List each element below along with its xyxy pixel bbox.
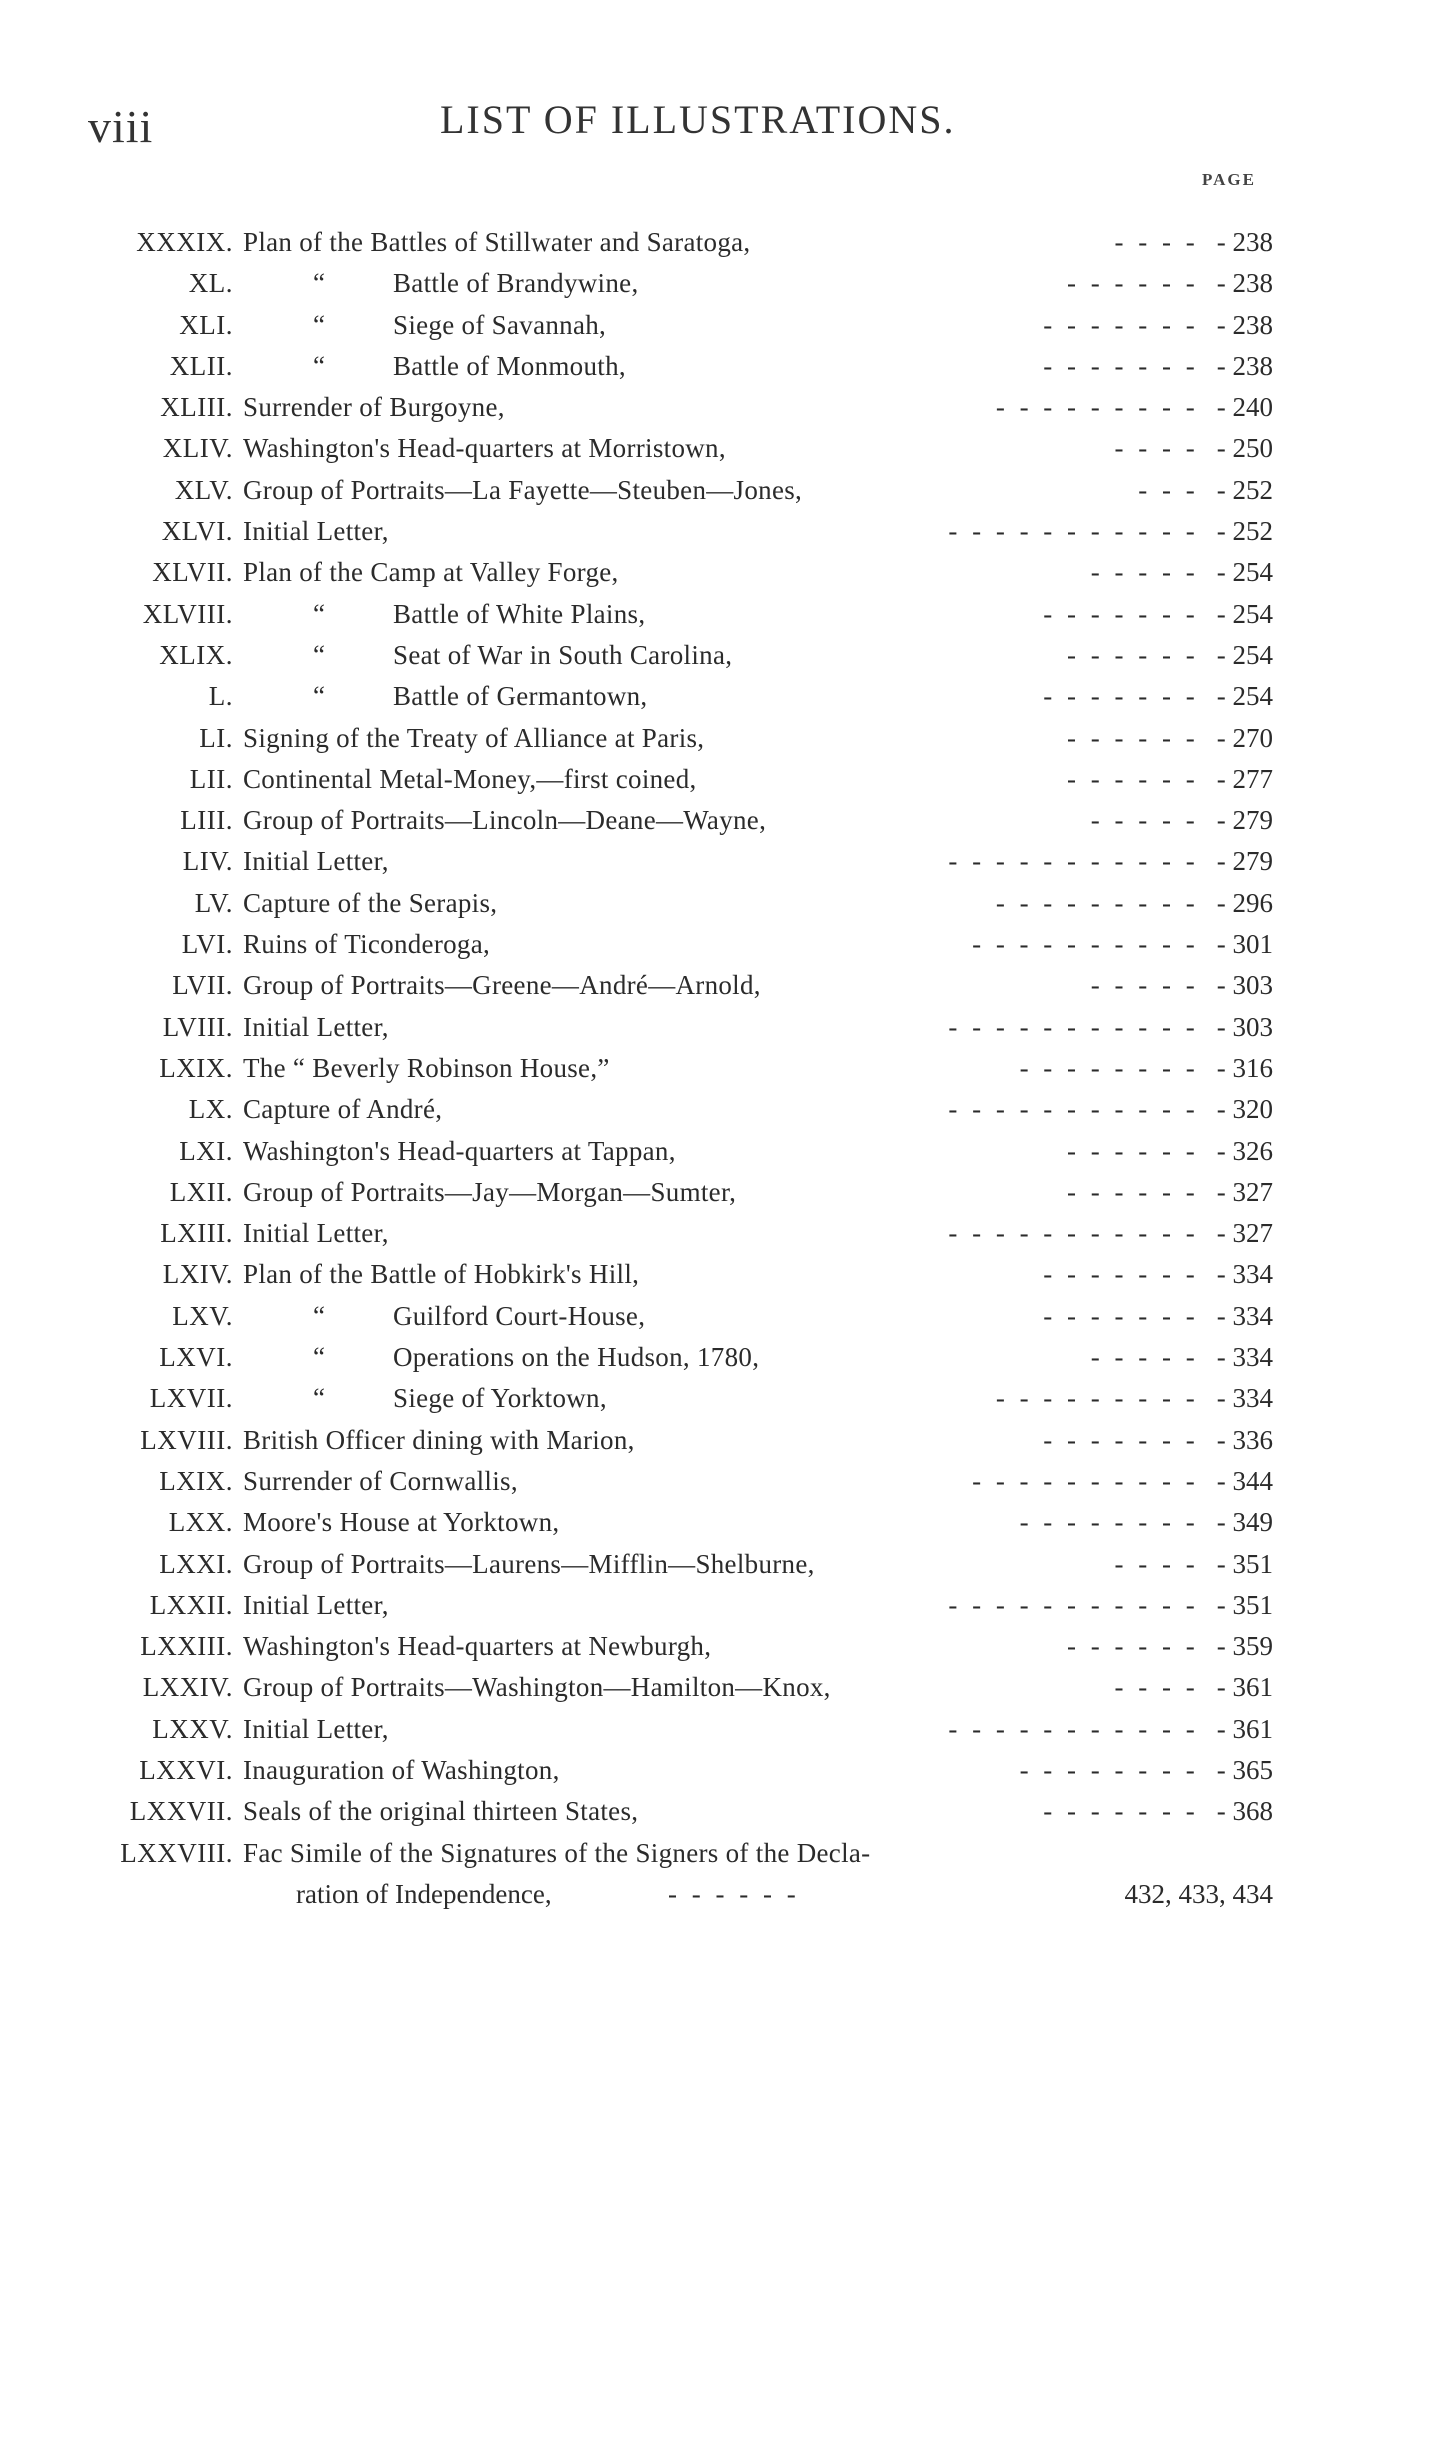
page-ref: - 279 (1216, 805, 1273, 836)
list-item (0, 1750, 1433, 1791)
entry-title: Surrender of Cornwallis, (243, 1465, 518, 1496)
entry-title: Ruins of Ticonderoga, (243, 929, 491, 960)
dot-leader: - - - - - - (1067, 1176, 1199, 1207)
dot-leader: - - - - - - (668, 1878, 800, 1909)
entry-title: Initial Letter, (243, 1589, 389, 1620)
dot-leader: - - - - - - (1067, 639, 1199, 670)
entry-title: Initial Letter, (243, 516, 389, 547)
dot-leader: - - - - - - - (1043, 1259, 1199, 1290)
list-item (0, 428, 1433, 469)
list-item (0, 1254, 1433, 1295)
page-ref: - 361 (1216, 1713, 1273, 1744)
list-item (0, 511, 1433, 552)
entry-title: Surrender of Burgoyne, (243, 392, 505, 423)
dot-leader: - - - - - - (1067, 763, 1199, 794)
entry-title: Fac Simile of the Signatures of the Signers of the Decla- (243, 1837, 871, 1868)
entry-title: Capture of André, (243, 1094, 443, 1125)
dot-leader: - - - - - (1090, 1342, 1199, 1373)
page-ref: - 279 (1216, 846, 1273, 877)
page-ref: - 344 (1216, 1465, 1273, 1496)
list-item (0, 387, 1433, 428)
entry-number: LXIX. (159, 1465, 233, 1496)
entry-title-continuation: ration of Independence, (296, 1878, 552, 1909)
page-ref: - 365 (1216, 1754, 1273, 1785)
dot-leader: - - - (1138, 474, 1199, 505)
dot-leader: - - - - - - - - - - - (948, 1094, 1199, 1125)
page-ref: - 240 (1216, 392, 1273, 423)
entry-title: Plan of the Battles of Stillwater and Saratoga, (243, 227, 751, 257)
list-item (0, 800, 1433, 841)
list-item (0, 222, 1433, 263)
entry-title (313, 263, 639, 304)
page-ref: - 238 (1216, 309, 1273, 340)
page-ref: - 238 (1216, 268, 1273, 299)
entry-title: Initial Letter, (243, 846, 389, 877)
illustration-list (0, 222, 1433, 1915)
ditto-mark: “ (313, 309, 326, 340)
list-item (0, 883, 1433, 924)
list-item (0, 1048, 1433, 1089)
list-item (0, 1667, 1433, 1708)
entry-title: Washington's Head-quarters at Newburgh, (243, 1631, 712, 1662)
ditto-mark: “ (313, 350, 326, 381)
entry-title-text: Battle of Brandywine, (393, 268, 639, 299)
page-ref: - 334 (1216, 1300, 1273, 1331)
list-item (0, 1296, 1433, 1337)
dot-leader: - - - - - - - - - (995, 887, 1199, 918)
entry-title: Inauguration of Washington, (243, 1754, 560, 1785)
entry-title: Washington's Head-quarters at Morristown, (243, 433, 726, 464)
list-item (0, 1833, 1433, 1874)
page-ref: - 277 (1216, 763, 1273, 794)
entry-title: Plan of the Battle of Hobkirk's Hill, (243, 1259, 640, 1290)
entry-title (313, 676, 648, 717)
entry-title: Moore's House at Yorktown, (243, 1507, 560, 1538)
list-item (0, 305, 1433, 346)
list-item (0, 1337, 1433, 1378)
page-ref: - 238 (1216, 350, 1273, 381)
entry-title: Initial Letter, (243, 1011, 389, 1042)
dot-leader: - - - - (1114, 433, 1199, 464)
entry-number: XXXIX. (136, 227, 233, 257)
dot-leader: - - - - (1114, 1672, 1199, 1703)
entry-number: LXVIII. (140, 1424, 233, 1455)
dot-leader: - - - - - (1090, 970, 1199, 1001)
entry-title: Continental Metal-Money,—first coined, (243, 763, 697, 794)
entry-number: XLVIII. (142, 598, 233, 629)
entry-number: L. (208, 681, 233, 712)
dot-leader: - - - - - (1090, 805, 1199, 836)
page-ref: - 351 (1216, 1548, 1273, 1579)
list-item (0, 1461, 1433, 1502)
entry-title-text: Battle of Germantown, (393, 681, 648, 712)
page-ref: - 351 (1216, 1589, 1273, 1620)
entry-number: XLIII. (160, 392, 233, 423)
dot-leader: - - - - - - - (1043, 1300, 1199, 1331)
entry-number: LI. (199, 722, 233, 753)
entry-title (313, 1378, 607, 1419)
entry-title: Group of Portraits—Greene—André—Arnold, (243, 970, 761, 1001)
dot-leader: - - - - - - - - - - (972, 1465, 1199, 1496)
page-ref: - 252 (1216, 516, 1273, 547)
page-ref: - 327 (1216, 1176, 1273, 1207)
list-item (0, 1502, 1433, 1543)
dot-leader: - - - - - - - - - - - (948, 1011, 1199, 1042)
page-ref: - 238 (1216, 227, 1273, 257)
list-item (0, 1709, 1433, 1750)
entry-number: LXXII. (149, 1589, 233, 1620)
list-item (0, 263, 1433, 304)
dot-leader: - - - - - (1090, 557, 1199, 588)
page-number: viii (88, 101, 154, 152)
entry-title: Group of Portraits—Washington—Hamilton—Knox, (243, 1672, 831, 1703)
entry-title: Seals of the original thirteen States, (243, 1796, 639, 1827)
entry-number: LXI. (179, 1135, 233, 1166)
dot-leader: - - - - - - - (1043, 598, 1199, 629)
ditto-mark: “ (313, 1383, 326, 1414)
entry-title: Initial Letter, (243, 1218, 389, 1249)
entry-title: Signing of the Treaty of Alliance at Paris, (243, 722, 705, 753)
running-head: LIST OF ILLUSTRATIONS. (440, 97, 956, 142)
dot-leader: - - - - - - - - (1019, 1507, 1199, 1538)
entry-title: Washington's Head-quarters at Tappan, (243, 1135, 676, 1166)
page-ref: - 334 (1216, 1259, 1273, 1290)
list-item (0, 965, 1433, 1006)
page-ref: - 254 (1216, 598, 1273, 629)
entry-number: LXXI. (159, 1548, 233, 1579)
dot-leader: - - - - - - (1067, 268, 1199, 299)
dot-leader: - - - - - - - - (1019, 1754, 1199, 1785)
list-item (0, 594, 1433, 635)
page-ref: - 359 (1216, 1631, 1273, 1662)
ditto-mark: “ (313, 1300, 326, 1331)
dot-leader: - - - - - - - - (1019, 1052, 1199, 1083)
ditto-mark: “ (313, 268, 326, 299)
dot-leader: - - - - - - - (1043, 1796, 1199, 1827)
list-item (0, 759, 1433, 800)
list-item (0, 1131, 1433, 1172)
ditto-mark: “ (313, 1342, 326, 1373)
entry-title: Group of Portraits—Jay—Morgan—Sumter, (243, 1176, 737, 1207)
dot-leader: - - - - - - - - - - (972, 929, 1199, 960)
entry-number: LXVII. (149, 1383, 233, 1414)
entry-title-text: Guilford Court-House, (393, 1300, 646, 1331)
dot-leader: - - - - (1114, 227, 1199, 257)
page-ref: - 254 (1216, 557, 1273, 588)
page-ref: - 349 (1216, 1507, 1273, 1538)
entry-number: XLI. (179, 309, 233, 340)
page-ref: - 296 (1216, 887, 1273, 918)
list-item (0, 552, 1433, 593)
entry-number: LIII. (180, 805, 233, 836)
entry-number: LXXVIII. (120, 1837, 233, 1868)
entry-title-text: Siege of Yorktown, (393, 1383, 607, 1414)
list-item-continuation (0, 1874, 1433, 1915)
entry-number: LXV. (172, 1300, 233, 1331)
entry-number: XLVII. (152, 557, 233, 588)
entry-number: XLIX. (159, 639, 233, 670)
list-item (0, 1089, 1433, 1130)
list-item (0, 1378, 1433, 1419)
list-item (0, 1007, 1433, 1048)
page-ref: - 361 (1216, 1672, 1273, 1703)
entry-number: LVII. (172, 970, 233, 1001)
entry-number: LXXVII. (129, 1796, 233, 1827)
entry-title: Initial Letter, (243, 1713, 389, 1744)
page-ref: - 336 (1216, 1424, 1273, 1455)
entry-number: LXVI. (159, 1342, 233, 1373)
dot-leader: - - - - (1114, 1548, 1199, 1579)
page-ref: - 303 (1216, 1011, 1273, 1042)
dot-leader: - - - - - - - - - (995, 1383, 1199, 1414)
ditto-mark: “ (313, 639, 326, 670)
page-ref: - 327 (1216, 1218, 1273, 1249)
dot-leader: - - - - - - (1067, 722, 1199, 753)
dot-leader: - - - - - - - - - - - (948, 1713, 1199, 1744)
list-item (0, 841, 1433, 882)
page-ref: - 326 (1216, 1135, 1273, 1166)
entry-number: LXX. (168, 1507, 233, 1538)
entry-number: LX. (188, 1094, 233, 1125)
entry-number: LII. (189, 763, 233, 794)
page-ref: - 252 (1216, 474, 1273, 505)
dot-leader: - - - - - - (1067, 1135, 1199, 1166)
dot-leader: - - - - - - - - - - - (948, 1589, 1199, 1620)
page-ref: - 254 (1216, 681, 1273, 712)
dot-leader: - - - - - - - - - (995, 392, 1199, 423)
ditto-mark: “ (313, 598, 326, 629)
entry-number: LXIX. (159, 1052, 233, 1083)
entry-number: XL. (188, 268, 233, 299)
entry-number: LIV. (182, 846, 233, 877)
page-ref: - 250 (1216, 433, 1273, 464)
entry-number: LXXVI. (139, 1754, 233, 1785)
list-item (0, 470, 1433, 511)
page-ref: - 254 (1216, 639, 1273, 670)
page-column-label: PAGE (1202, 170, 1256, 189)
entry-title: Plan of the Camp at Valley Forge, (243, 557, 619, 588)
page-ref: - 368 (1216, 1796, 1273, 1827)
list-item (0, 924, 1433, 965)
list-item (0, 1585, 1433, 1626)
page-ref: - 270 (1216, 722, 1273, 753)
list-item (0, 1626, 1433, 1667)
entry-number: LXII. (169, 1176, 233, 1207)
dot-leader: - - - - - - - (1043, 1424, 1199, 1455)
entry-title: Group of Portraits—Lincoln—Deane—Wayne, (243, 805, 767, 836)
dot-leader: - - - - - - - (1043, 681, 1199, 712)
entry-title-text: Seat of War in South Carolina, (393, 639, 733, 670)
list-item (0, 1172, 1433, 1213)
dot-leader: - - - - - - - - - - - (948, 516, 1199, 547)
ditto-mark: “ (313, 681, 326, 712)
entry-title-text: Siege of Savannah, (393, 309, 607, 340)
dot-leader: - - - - - - (1067, 1631, 1199, 1662)
entry-number: LVI. (181, 929, 233, 960)
page-ref: - 301 (1216, 929, 1273, 960)
entry-title-text: Battle of Monmouth, (393, 350, 626, 381)
entry-title (313, 1337, 760, 1378)
dot-leader: - - - - - - - (1043, 350, 1199, 381)
entry-title (313, 1296, 646, 1337)
entry-number: LXIV. (162, 1259, 233, 1290)
list-item (0, 1213, 1433, 1254)
entry-title-text: Battle of White Plains, (393, 598, 646, 629)
entry-number: LXXIII. (140, 1631, 233, 1662)
dot-leader: - - - - - - - (1043, 309, 1199, 340)
entry-title (313, 635, 733, 676)
entry-title: Group of Portraits—La Fayette—Steuben—Jones, (243, 474, 803, 505)
entry-number: LXXV. (152, 1713, 233, 1744)
page-ref: 432, 433, 434 (1124, 1878, 1273, 1909)
entry-number: XLVI. (161, 516, 233, 547)
entry-number: XLII. (169, 350, 233, 381)
list-item (0, 676, 1433, 717)
entry-title (313, 305, 607, 346)
entry-number: XLIV. (162, 433, 233, 464)
page-ref: - 320 (1216, 1094, 1273, 1125)
list-item (0, 346, 1433, 387)
page-ref: - 334 (1216, 1342, 1273, 1373)
entry-number: LXIII. (160, 1218, 233, 1249)
entry-title-text: Operations on the Hudson, 1780, (393, 1342, 760, 1373)
entry-title: British Officer dining with Marion, (243, 1424, 635, 1455)
entry-number: LXXIV. (142, 1672, 233, 1703)
entry-title (313, 346, 626, 387)
list-item (0, 1791, 1433, 1832)
entry-title: The “ Beverly Robinson House,” (243, 1052, 610, 1083)
entry-title: Capture of the Serapis, (243, 887, 498, 918)
entry-title: Group of Portraits—Laurens—Mifflin—Shelburne, (243, 1548, 815, 1579)
entry-number: LVIII. (162, 1011, 233, 1042)
dot-leader: - - - - - - - - - - - (948, 846, 1199, 877)
dot-leader: - - - - - - - - - - - (948, 1218, 1199, 1249)
list-item (0, 1544, 1433, 1585)
list-item (0, 1420, 1433, 1461)
page-ref: - 316 (1216, 1052, 1273, 1083)
page-ref: - 303 (1216, 970, 1273, 1001)
page-ref: - 334 (1216, 1383, 1273, 1414)
entry-title (313, 594, 646, 635)
list-item (0, 718, 1433, 759)
list-item (0, 635, 1433, 676)
entry-number: LV. (194, 887, 233, 918)
entry-number: XLV. (174, 474, 233, 505)
